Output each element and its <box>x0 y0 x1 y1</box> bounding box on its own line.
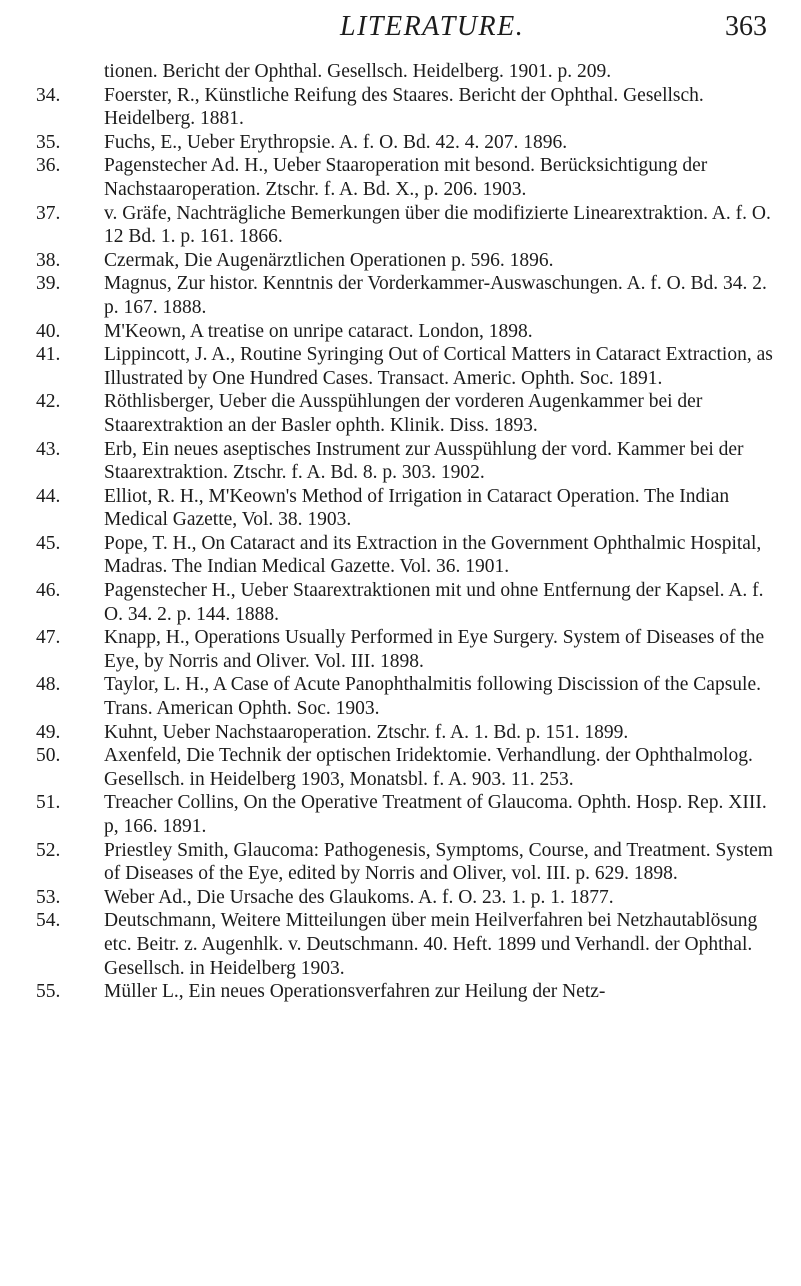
reference-text: Foerster, R., Künstliche Reifung des Staares. Bericht der Ophthal. Gesellsch. Heidelberg. 1881. <box>104 84 704 130</box>
reference-item <box>36 249 778 273</box>
reference-number: 37. <box>36 202 61 224</box>
reference-text: Elliot, R. H., M'Keown's Method of Irrigation in Cataract Operation. The Indian Medical Gazette, Vol. 38. 1903. <box>104 485 730 531</box>
reference-text: Priestley Smith, Glaucoma: Pathogenesis, Symptoms, Course, and Treatment. System of Diseases of the Eye, edited by Norris and Oliver, vol. III. p. 629. 1898. <box>104 839 773 885</box>
reference-text: Knapp, H., Operations Usually Performed in Eye Surgery. System of Diseases of the Eye, by Norris and Oliver. Vol. III. 1898. <box>104 627 765 672</box>
reference-item <box>36 131 778 155</box>
reference-item <box>36 272 778 319</box>
reference-text: Weber Ad., Die Ursache des Glaukoms. A. f. O. 23. 1. p. 1. 1877. <box>104 886 614 908</box>
reference-list <box>36 60 778 1004</box>
reference-text: M'Keown, A treatise on unripe cataract. London, 1898. <box>104 320 533 342</box>
reference-item <box>36 721 778 745</box>
reference-text: Treacher Collins, On the Operative Treatment of Glaucoma. Ophth. Hosp. Rep. XIII. p, 166. 1891. <box>104 792 767 837</box>
reference-text: v. Gräfe, Nachträgliche Bemerkungen über die modifizierte Linearextraktion. A. f. O. 12 Bd. 1. p. 161. 1866. <box>104 202 771 248</box>
reference-number: 49. <box>36 721 61 743</box>
reference-number: 52. <box>36 839 61 861</box>
reference-number: 35. <box>36 131 61 153</box>
reference-item <box>36 791 778 838</box>
reference-number: 40. <box>36 320 61 342</box>
reference-number: 46. <box>36 580 61 602</box>
reference-text: tionen. Bericht der Ophthal. Gesellsch. Heidelberg. 1901. p. 209. <box>104 61 612 82</box>
reference-number: 55. <box>36 981 61 1003</box>
reference-number: 34. <box>36 84 61 106</box>
reference-item <box>36 84 778 131</box>
reference-text: Kuhnt, Ueber Nachstaaroperation. Ztschr. f. A. 1. Bd. p. 151. 1899. <box>104 721 629 743</box>
reference-item <box>36 980 778 1004</box>
reference-text: Pagenstecher H., Ueber Staarextraktionen mit und ohne Entfernung der Kapsel. A. f. O. 34. 2. p. 144. 1888. <box>104 580 764 625</box>
reference-number: 45. <box>36 532 61 554</box>
reference-text: Röthlisberger, Ueber die Ausspühlungen der vorderen Augenkammer bei der Staarextraktion an der Basler ophth. Klinik. Diss. 1893. <box>104 391 703 436</box>
page-number: 363 <box>725 11 767 42</box>
reference-item <box>36 390 778 437</box>
reference-number: 48. <box>36 674 61 696</box>
reference-item <box>36 532 778 579</box>
reference-text: Fuchs, E., Ueber Erythropsie. A. f. O. Bd. 42. 4. 207. 1896. <box>104 131 568 153</box>
reference-text: Magnus, Zur histor. Kenntnis der Vorderkammer-Auswaschungen. A. f. O. Bd. 34. 2. p. 167. 1888. <box>104 273 767 318</box>
reference-number: 41. <box>36 344 61 366</box>
reference-number: 42. <box>36 391 61 413</box>
reference-number: 38. <box>36 249 61 271</box>
running-title: LITERATURE. <box>340 11 525 42</box>
reference-item <box>36 673 778 720</box>
reference-item <box>36 909 778 980</box>
reference-text: Pope, T. H., On Cataract and its Extraction in the Government Ophthalmic Hospital, Madras. The Indian Medical Gazette. Vol. 36. 1901. <box>104 532 762 578</box>
reference-text: Erb, Ein neues aseptisches Instrument zur Ausspühlung der vord. Kammer bei der Staarextraktion. Ztschr. f. A. Bd. 8. p. 303. 1902. <box>104 438 744 484</box>
reference-text: Müller L., Ein neues Operationsverfahren zur Heilung der Netz- <box>104 981 606 1003</box>
reference-number: 47. <box>36 627 61 649</box>
reference-text: Axenfeld, Die Technik der optischen Iridektomie. Verhandlung. der Ophthalmolog. Gesellsch. in Heidelberg 1903, Monatsbl. f. A. 903. 11. 253. <box>104 745 753 790</box>
reference-number: 51. <box>36 792 61 814</box>
reference-item <box>36 886 778 910</box>
reference-item <box>36 839 778 886</box>
reference-item <box>36 744 778 791</box>
reference-number: 39. <box>36 273 61 295</box>
reference-text: Taylor, L. H., A Case of Acute Panophthalmitis following Discission of the Capsule. Trans. American Ophth. Soc. 1903. <box>104 674 761 720</box>
reference-number: 36. <box>36 155 61 177</box>
reference-number: 53. <box>36 886 61 908</box>
reference-text: Pagenstecher Ad. H., Ueber Staaroperation mit besond. Berücksichtigung der Nachstaaroperation. Ztschr. f. A. Bd. X., p. 206. 1903. <box>104 155 708 200</box>
reference-text: Lippincott, J. A., Routine Syringing Out of Cortical Matters in Cataract Extraction, as Illustrated by One Hundred Cases. Transact. Americ. Ophth. Soc. 1891. <box>104 344 773 389</box>
reference-number: 50. <box>36 745 61 767</box>
reference-number: 54. <box>36 910 61 932</box>
reference-text: Deutschmann, Weitere Mitteilungen über mein Heilverfahren bei Netzhautablösung etc. Beitr. z. Augenhlk. v. Deutschmann. 40. Heft. 1899 und Verhandl. der Ophthal. Gesellsch. in Heidelberg 1903. <box>104 910 758 979</box>
reference-number: 43. <box>36 438 61 460</box>
reference-item <box>36 579 778 626</box>
reference-number: 44. <box>36 485 61 507</box>
reference-item <box>36 485 778 532</box>
reference-item <box>36 343 778 390</box>
reference-item <box>36 626 778 673</box>
page-header <box>0 10 801 50</box>
reference-continuation <box>36 60 778 84</box>
reference-item <box>36 154 778 201</box>
reference-text: Czermak, Die Augenärztlichen Operationen p. 596. 1896. <box>104 249 554 271</box>
reference-item <box>36 320 778 344</box>
reference-item <box>36 438 778 485</box>
reference-item <box>36 202 778 249</box>
